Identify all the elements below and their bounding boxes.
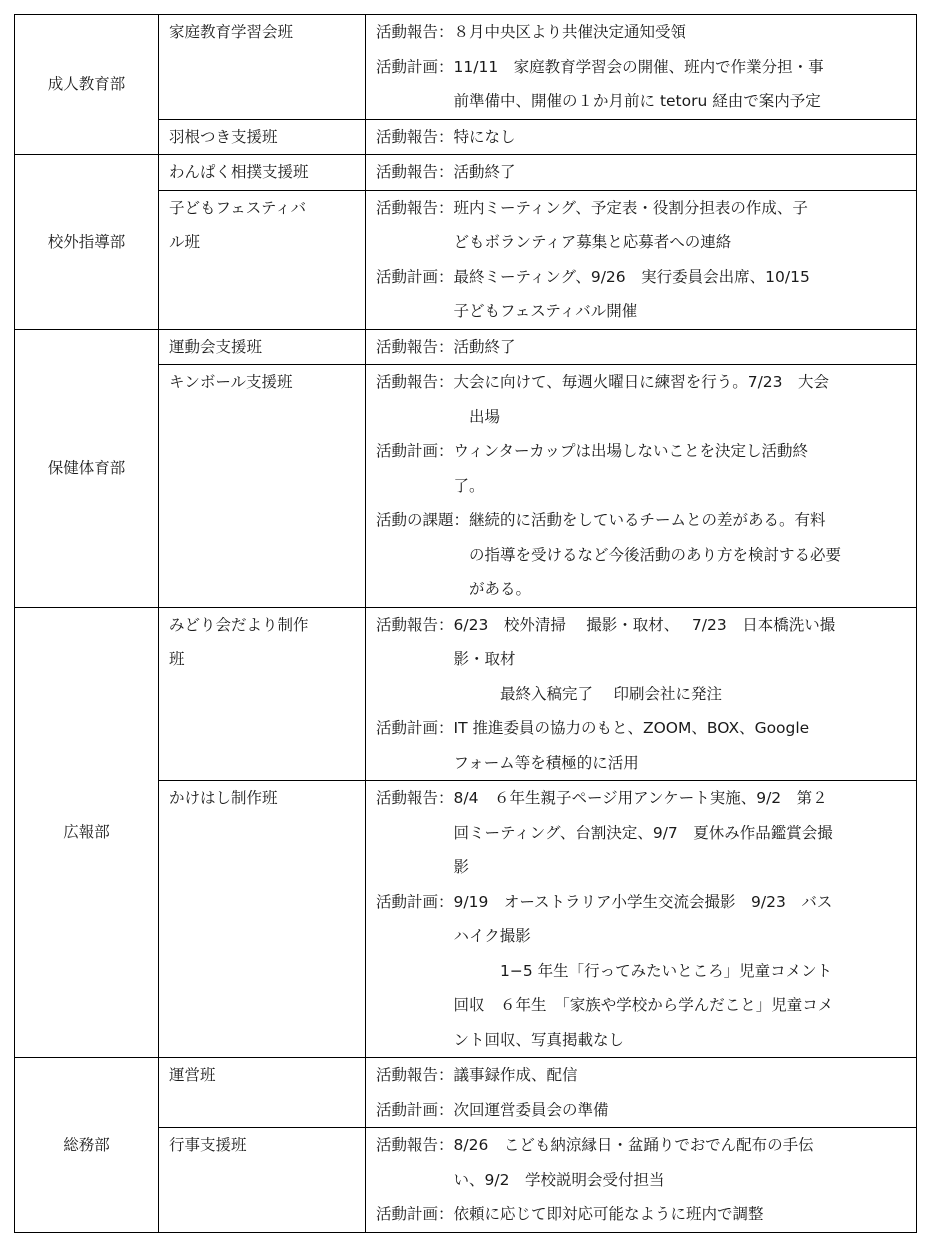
table-row: [15, 15, 917, 120]
activity-entry: 活動報告： 活動終了: [376, 337, 516, 356]
activity-report-table: [14, 14, 917, 1233]
activity-entry: 活動報告： 班内ミーティング、予定表・役割分担表の作成、子 どもボランティア募集と応募者への連絡: [376, 198, 808, 251]
activity-content: [366, 190, 917, 329]
activity-entry: 活動報告： 8/4 ６年生親子ページ用アンケート実施、9/2 第２ 回ミーティング、台割決定、9/7 夏休み作品鑑賞会撮 影: [376, 789, 833, 876]
activity-content: [366, 1058, 917, 1128]
table-row: [15, 1058, 917, 1128]
activity-content: [366, 781, 917, 1058]
group-name: 羽根つき支援班: [159, 119, 366, 155]
activity-entry: 活動報告： 8/26 こども納涼縁日・盆踊りでおでん配布の手伝 い、9/2 学校説明会受付担当: [376, 1136, 814, 1189]
activity-content: [366, 155, 917, 191]
group-name: 運動会支援班: [159, 329, 366, 365]
activity-entry: 活動の課題： 継続的に活動をしているチームとの差がある。有料 の指導を受けるなど今後活動のあり方を検討する必要 がある。: [376, 511, 842, 598]
table-row: [15, 155, 917, 191]
activity-entry: 活動計画： IT 推進委員の協力のもと、ZOOM、BOX、Google フォーム等を積極的に活用: [376, 719, 810, 772]
activity-entry: 活動報告： ８月中央区より共催決定通知受領: [376, 23, 687, 41]
group-name: かけはし制作班: [159, 781, 366, 1058]
group-name: 運営班: [159, 1058, 366, 1128]
activity-content: [366, 1128, 917, 1233]
group-name: キンボール支援班: [159, 365, 366, 608]
group-name: 家庭教育学習会班: [159, 15, 366, 120]
activity-content: [366, 119, 917, 155]
table-row: [15, 607, 917, 781]
group-name: わんぱく相撲支援班: [159, 155, 366, 191]
activity-entry: 活動計画： 依頼に応じて即対応可能なように班内で調整: [376, 1205, 764, 1223]
activity-content: [366, 607, 917, 781]
department-cell: 校外指導部: [15, 155, 159, 330]
department-cell: 総務部: [15, 1058, 159, 1233]
activity-entry: 活動計画： 9/19 オーストラリア小学生交流会撮影 9/23 バス ハイク撮影 1−5 年生「行ってみたいところ」児童コメント 回収 ６年生 「家族や学校から学んだこと」児童コメ ント回収、写真掲載なし: [376, 892, 834, 1049]
activity-content: [366, 329, 917, 365]
department-cell: 広報部: [15, 607, 159, 1058]
activity-entry: 活動報告： 議事録作成、配信: [376, 1066, 578, 1084]
activity-entry: 活動報告： 特になし: [376, 127, 516, 146]
activity-entry: 活動計画： 11/11 家庭教育学習会の開催、班内で作業分担・事 前準備中、開催の１か月前に tetoru 経由で案内予定: [376, 57, 824, 110]
group-name: 子どもフェスティバ ル班: [159, 190, 366, 329]
activity-entry: 活動報告： 6/23 校外清掃 撮影・取材、 7/23 日本橋洗い撮 影・取材 最終入稿完了 印刷会社に発注: [376, 615, 836, 703]
department-cell: 保健体育部: [15, 329, 159, 607]
activity-entry: 活動計画： 最終ミーティング、9/26 実行委員会出席、10/15 子どもフェスティバル開催: [376, 267, 810, 320]
group-name: みどり会だより制作 班: [159, 607, 366, 781]
activity-entry: 活動計画： ウィンターカップは出場しないことを決定し活動終 了。: [376, 442, 809, 495]
activity-entry: 活動報告： 活動終了: [376, 163, 516, 181]
group-name: 行事支援班: [159, 1128, 366, 1233]
department-cell: 成人教育部: [15, 15, 159, 155]
activity-entry: 活動報告： 大会に向けて、毎週火曜日に練習を行う。7/23 大会 出場: [376, 373, 830, 426]
activity-content: [366, 15, 917, 120]
activity-entry: 活動計画： 次回運営委員会の準備: [376, 1100, 609, 1119]
table-row: [15, 329, 917, 365]
activity-content: [366, 365, 917, 608]
